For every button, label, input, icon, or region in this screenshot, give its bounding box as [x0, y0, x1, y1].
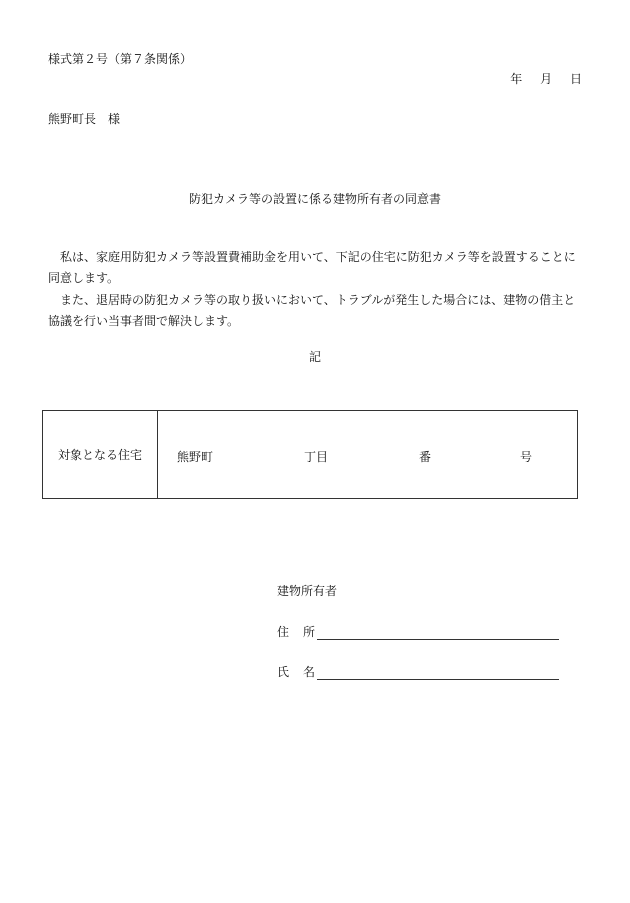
body-paragraph-1: 私は、家庭用防犯カメラ等設置費補助金を用いて、下記の住宅に防犯カメラ等を設置することに同意します。 [48, 250, 576, 285]
residence-value-cell[interactable] [158, 411, 577, 498]
addressee: 熊野町長 様 [48, 112, 121, 126]
residence-label-cell [43, 411, 158, 498]
residence-label: 対象となる住宅 [57, 448, 142, 462]
owner-name-row [277, 662, 559, 680]
residence-go: 号 [520, 450, 533, 464]
date-year: 年 [510, 72, 523, 86]
date-line [496, 70, 582, 87]
document-title: 防犯カメラ等の設置に係る建物所有者の同意書 [188, 192, 441, 206]
owner-heading: 建物所有者 [277, 584, 338, 598]
owner-name-field[interactable] [317, 665, 559, 680]
owner-address-field[interactable] [317, 625, 559, 640]
residence-table [42, 410, 578, 499]
date-day: 日 [569, 72, 582, 86]
residence-town: 熊野町 [177, 450, 214, 464]
residence-ban: 番 [419, 450, 432, 464]
body-paragraph-2: また、退居時の防犯カメラ等の取り扱いにおいて、トラブルが発生した場合には、建物の借主と協議を行い当事者間で解決します。 [48, 293, 576, 328]
owner-address-row [277, 622, 559, 640]
owner-address-label: 住 所 [277, 625, 316, 639]
date-month: 月 [540, 72, 553, 86]
form-number: 様式第２号（第７条関係） [48, 52, 193, 66]
ki-heading: 記 [308, 350, 321, 364]
owner-name-label: 氏 名 [277, 665, 316, 679]
residence-chome: 丁目 [304, 450, 329, 464]
